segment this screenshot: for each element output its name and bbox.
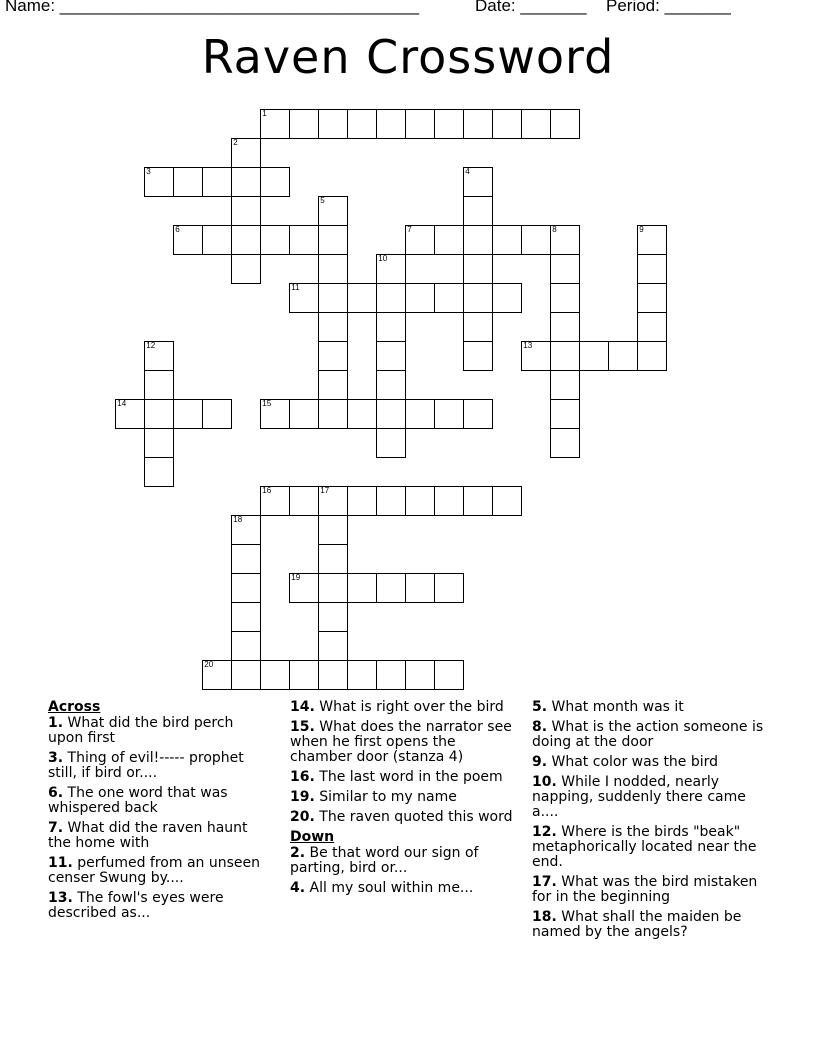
- grid-cell[interactable]: [289, 109, 319, 139]
- grid-cell[interactable]: [318, 631, 348, 661]
- grid-cell[interactable]: [492, 486, 522, 516]
- grid-cell[interactable]: [550, 109, 580, 139]
- grid-cell[interactable]: [463, 283, 493, 313]
- clue-across-1: 1. What did the bird perch upon first: [48, 715, 234, 746]
- grid-cell[interactable]: [376, 399, 406, 429]
- grid-cell[interactable]: [231, 660, 261, 690]
- grid-cell[interactable]: [173, 225, 203, 255]
- grid-cell[interactable]: [202, 225, 232, 255]
- clue-column-3: [532, 700, 767, 945]
- page-title: Raven Crossword: [201, 30, 615, 84]
- cell-number: 18: [233, 515, 243, 525]
- cell-number: 2: [233, 138, 238, 148]
- grid-cell[interactable]: [144, 167, 174, 197]
- grid-cell[interactable]: [376, 341, 406, 371]
- grid-cell[interactable]: [376, 370, 406, 400]
- grid-cell[interactable]: [289, 486, 319, 516]
- grid-cell[interactable]: [231, 138, 261, 168]
- grid-cell[interactable]: [202, 399, 232, 429]
- period-field[interactable]: Period: _______: [606, 0, 731, 15]
- grid-cell[interactable]: [405, 225, 435, 255]
- grid-cell[interactable]: [318, 341, 348, 371]
- cell-number: 11: [291, 283, 300, 293]
- grid-cell[interactable]: [318, 196, 348, 226]
- grid-cell[interactable]: [550, 283, 580, 313]
- grid-cell[interactable]: [347, 486, 377, 516]
- clue-across-6: 6. The one word that was whispered back: [48, 785, 228, 816]
- clue-across-19: 19. Similar to my name: [290, 789, 457, 805]
- clue-across-13: 13. The fowl's eyes were described as...: [48, 890, 224, 921]
- grid-cell[interactable]: [173, 167, 203, 197]
- grid-cell[interactable]: [463, 254, 493, 284]
- clue-column-2: [290, 700, 515, 901]
- grid-cell[interactable]: [376, 283, 406, 313]
- grid-cell[interactable]: [405, 486, 435, 516]
- clue-across-15: 15. What does the narrator see when he first opens the chamber door (stanza 4): [290, 719, 512, 765]
- grid-cell[interactable]: [637, 341, 667, 371]
- clue-across-11: 11. perfumed from an unseen censer Swung by....: [48, 855, 260, 886]
- grid-cell[interactable]: [434, 660, 464, 690]
- grid-cell[interactable]: [318, 544, 348, 574]
- date-field[interactable]: Date: _______: [475, 0, 587, 15]
- grid-cell[interactable]: [260, 109, 290, 139]
- clue-down-9: 9. What color was the bird: [532, 754, 719, 770]
- grid-cell[interactable]: [318, 109, 348, 139]
- grid-cell[interactable]: [231, 196, 261, 226]
- grid-cell[interactable]: [144, 341, 174, 371]
- grid-cell[interactable]: [608, 341, 638, 371]
- grid-cell[interactable]: [115, 399, 145, 429]
- grid-cell[interactable]: [637, 225, 667, 255]
- grid-cell[interactable]: [231, 544, 261, 574]
- grid-cell[interactable]: [405, 283, 435, 313]
- cell-number: 20: [204, 660, 214, 670]
- grid-cell[interactable]: [260, 167, 290, 197]
- grid-cell[interactable]: [376, 312, 406, 342]
- clue-down-17: 17. What was the bird mistaken for in the beginning: [532, 874, 758, 905]
- grid-cell[interactable]: [521, 225, 551, 255]
- grid-cell[interactable]: [550, 225, 580, 255]
- clue-across-7: 7. What did the raven haunt the home with: [48, 820, 248, 851]
- clue-column-1: [48, 700, 273, 926]
- grid-cell[interactable]: [231, 254, 261, 284]
- grid-cell[interactable]: [405, 109, 435, 139]
- clue-across-16: 16. The last word in the poem: [290, 769, 503, 785]
- grid-cell[interactable]: [318, 486, 348, 516]
- grid-cell[interactable]: [550, 312, 580, 342]
- clue-down-5: 5. What month was it: [532, 699, 684, 715]
- grid-cell[interactable]: [318, 254, 348, 284]
- grid-cell[interactable]: [405, 399, 435, 429]
- cell-number: 19: [291, 573, 301, 583]
- grid-cell[interactable]: [434, 109, 464, 139]
- grid-cell[interactable]: [260, 399, 290, 429]
- grid-cell[interactable]: [347, 660, 377, 690]
- cell-number: 16: [262, 486, 272, 496]
- grid-cell[interactable]: [144, 370, 174, 400]
- grid-cell[interactable]: [463, 225, 493, 255]
- grid-cell[interactable]: [376, 428, 406, 458]
- grid-cell[interactable]: [347, 399, 377, 429]
- grid-cell[interactable]: [318, 370, 348, 400]
- grid-cell[interactable]: [550, 254, 580, 284]
- grid-cell[interactable]: [260, 486, 290, 516]
- grid-cell[interactable]: [579, 341, 609, 371]
- grid-cell[interactable]: [434, 283, 464, 313]
- grid-cell[interactable]: [463, 109, 493, 139]
- grid-cell[interactable]: [173, 399, 203, 429]
- cell-number: 13: [523, 341, 533, 351]
- clue-down-10: 10. While I nodded, nearly napping, suddenly there came a....: [532, 774, 746, 820]
- grid-cell[interactable]: [318, 225, 348, 255]
- grid-cell[interactable]: [144, 428, 174, 458]
- grid-cell[interactable]: [463, 196, 493, 226]
- cell-number: 17: [320, 486, 330, 496]
- cell-number: 12: [146, 341, 156, 351]
- grid-cell[interactable]: [492, 109, 522, 139]
- cell-number: 7: [407, 225, 412, 235]
- grid-cell[interactable]: [492, 225, 522, 255]
- grid-cell[interactable]: [463, 312, 493, 342]
- cell-number: 15: [262, 399, 272, 409]
- cell-number: 4: [465, 167, 470, 177]
- grid-cell[interactable]: [434, 573, 464, 603]
- grid-cell[interactable]: [318, 602, 348, 632]
- grid-cell[interactable]: [260, 225, 290, 255]
- grid-cell[interactable]: [231, 573, 261, 603]
- clue-down-8: 8. What is the action someone is doing at the door: [532, 719, 764, 750]
- grid-cell[interactable]: [347, 109, 377, 139]
- grid-cell[interactable]: [463, 341, 493, 371]
- grid-cell[interactable]: [405, 660, 435, 690]
- grid-cell[interactable]: [463, 167, 493, 197]
- grid-cell[interactable]: [289, 225, 319, 255]
- cell-number: 1: [262, 109, 267, 119]
- grid-cell[interactable]: [231, 225, 261, 255]
- grid-cell[interactable]: [202, 660, 232, 690]
- grid-cell[interactable]: [318, 312, 348, 342]
- grid-cell[interactable]: [376, 660, 406, 690]
- grid-cell[interactable]: [318, 283, 348, 313]
- cell-number: 8: [552, 225, 557, 235]
- grid-cell[interactable]: [318, 660, 348, 690]
- grid-cell[interactable]: [318, 399, 348, 429]
- down-heading: Down: [290, 829, 335, 845]
- grid-cell[interactable]: [550, 428, 580, 458]
- grid-cell[interactable]: [521, 109, 551, 139]
- cell-number: 9: [639, 225, 644, 235]
- grid-cell[interactable]: [463, 486, 493, 516]
- grid-cell[interactable]: [434, 225, 464, 255]
- grid-cell[interactable]: [347, 573, 377, 603]
- grid-cell[interactable]: [434, 399, 464, 429]
- clue-down-18: 18. What shall the maiden be named by the angels?: [532, 909, 742, 940]
- grid-cell[interactable]: [202, 167, 232, 197]
- grid-cell[interactable]: [637, 283, 667, 313]
- grid-cell[interactable]: [637, 312, 667, 342]
- grid-cell[interactable]: [376, 254, 406, 284]
- clue-across-20: 20. The raven quoted this word: [290, 809, 513, 825]
- clue-down-2: 2. Be that word our sign of parting, bird or...: [290, 845, 479, 876]
- clue-across-14: 14. What is right over the bird: [290, 699, 504, 715]
- grid-cell[interactable]: [144, 457, 174, 487]
- clue-down-12: 12. Where is the birds "beak" metaphorically located near the end.: [532, 824, 757, 870]
- cell-number: 14: [117, 399, 127, 409]
- cell-number: 3: [146, 167, 151, 177]
- grid-cell[interactable]: [289, 399, 319, 429]
- grid-cell[interactable]: [231, 167, 261, 197]
- grid-cell[interactable]: [318, 573, 348, 603]
- cell-number: 10: [378, 254, 388, 264]
- across-heading: Across: [48, 699, 101, 715]
- grid-cell[interactable]: [347, 283, 377, 313]
- grid-cell[interactable]: [231, 515, 261, 545]
- grid-cell[interactable]: [492, 283, 522, 313]
- grid-cell[interactable]: [144, 399, 174, 429]
- grid-cell[interactable]: [231, 602, 261, 632]
- grid-cell[interactable]: [376, 486, 406, 516]
- grid-cell[interactable]: [463, 399, 493, 429]
- grid-cell[interactable]: [289, 573, 319, 603]
- grid-cell[interactable]: [550, 370, 580, 400]
- cell-number: 6: [175, 225, 180, 235]
- grid-cell[interactable]: [260, 660, 290, 690]
- grid-cell[interactable]: [376, 109, 406, 139]
- grid-cell[interactable]: [405, 573, 435, 603]
- grid-cell[interactable]: [289, 660, 319, 690]
- grid-cell[interactable]: [231, 631, 261, 661]
- grid-cell[interactable]: [318, 515, 348, 545]
- grid-cell[interactable]: [550, 341, 580, 371]
- clue-down-4: 4. All my soul within me...: [290, 880, 474, 896]
- clue-across-3: 3. Thing of evil!----- prophet still, if bird or....: [48, 750, 244, 781]
- name-field[interactable]: Name: ______________________________________: [5, 0, 420, 15]
- grid-cell[interactable]: [521, 341, 551, 371]
- grid-cell[interactable]: [550, 399, 580, 429]
- grid-cell[interactable]: [289, 283, 319, 313]
- grid-cell[interactable]: [637, 254, 667, 284]
- grid-cell[interactable]: [434, 486, 464, 516]
- cell-number: 5: [320, 196, 325, 206]
- grid-cell[interactable]: [376, 573, 406, 603]
